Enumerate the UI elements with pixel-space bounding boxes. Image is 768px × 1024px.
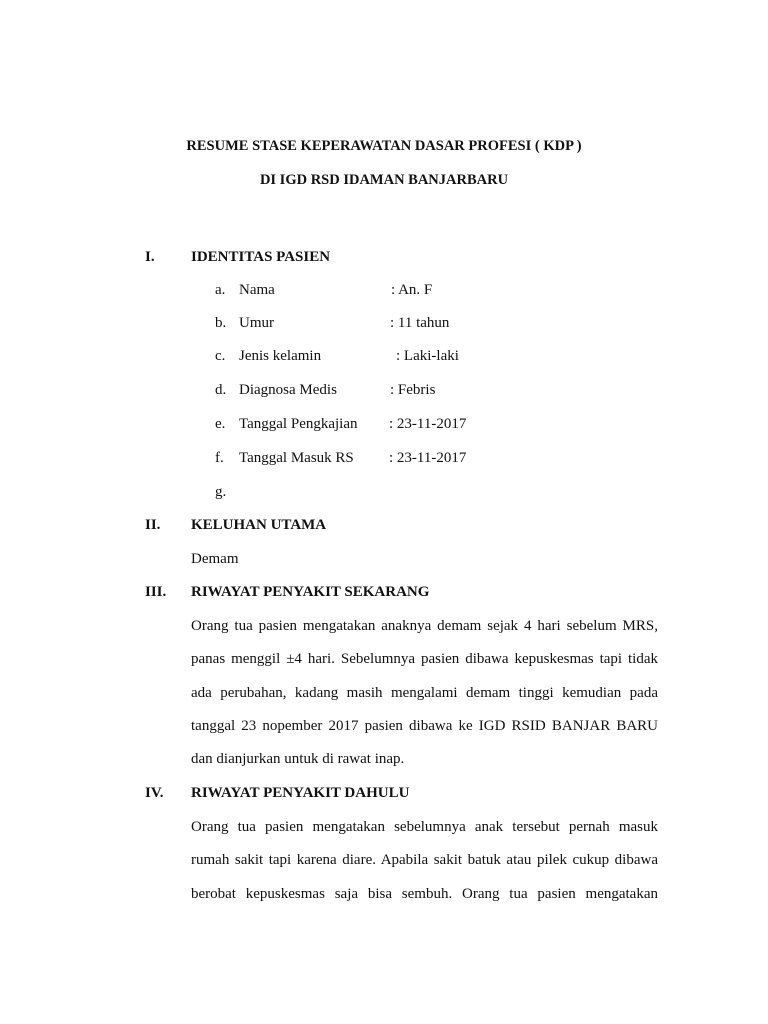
paragraph-line: dan dianjurkan untuk di rawat inap. (191, 751, 405, 767)
document-title-line-1: RESUME STASE KEPERAWATAN DASAR PROFESI ( KDP ) (186, 138, 582, 154)
section-number-1: I. (145, 249, 155, 265)
section-number-4: IV. (145, 785, 164, 801)
paragraph-line: Orang tua pasien mengatakan sebelumnya anak tersebut pernah masuk (191, 819, 658, 835)
item-label: Diagnosa Medis (239, 382, 337, 398)
item-label: Nama (239, 282, 275, 298)
item-letter: f. (215, 450, 224, 466)
paragraph-line: Orang tua pasien mengatakan anaknya demam sejak 4 hari sebelum MRS, (191, 618, 658, 634)
section-number-3: III. (145, 584, 167, 600)
item-value: : 11 tahun (390, 315, 450, 331)
paragraph-line: rumah sakit tapi karena diare. Apabila sakit batuk atau pilek cukup dibawa (191, 852, 658, 868)
document-title-line-2: DI IGD RSD IDAMAN BANJARBARU (259, 172, 509, 188)
item-letter: c. (215, 348, 226, 364)
paragraph-line: ada perubahan, kadang masih mengalami demam tinggi kemudian pada (191, 685, 658, 701)
paragraph-line: tanggal 23 nopember 2017 pasien dibawa ke IGD RSID BANJAR BARU (191, 718, 658, 734)
section-heading-riwayat-penyakit-dahulu: RIWAYAT PENYAKIT DAHULU (191, 785, 410, 801)
item-label: Tanggal Masuk RS (239, 450, 354, 466)
item-label: Tanggal Pengkajian (239, 416, 358, 432)
section-text-line: Demam (191, 551, 239, 567)
section-number-2: II. (145, 517, 161, 533)
item-letter: e. (215, 416, 226, 432)
section-heading-riwayat-penyakit-sekarang: RIWAYAT PENYAKIT SEKARANG (191, 584, 430, 600)
item-letter: b. (215, 315, 227, 331)
item-letter: a. (215, 282, 226, 298)
section-heading-identitas-pasien: IDENTITAS PASIEN (191, 249, 331, 265)
item-letter: g. (215, 484, 227, 500)
item-label: Jenis kelamin (239, 348, 322, 364)
item-value: : Febris (390, 382, 436, 398)
item-value: : An. F (391, 282, 433, 298)
paragraph-line: panas menggil ±4 hari. Sebelumnya pasien dibawa kepuskesmas tapi tidak (191, 651, 658, 667)
item-value: : Laki-laki (396, 348, 459, 364)
item-letter: d. (215, 382, 227, 398)
item-label: Umur (239, 315, 274, 331)
item-value: : 23-11-2017 (389, 416, 467, 432)
paragraph-line: berobat kepuskesmas saja bisa sembuh. Orang tua pasien mengatakan (191, 886, 658, 902)
item-value: : 23-11-2017 (389, 450, 467, 466)
section-heading-keluhan-utama: KELUHAN UTAMA (191, 517, 327, 533)
